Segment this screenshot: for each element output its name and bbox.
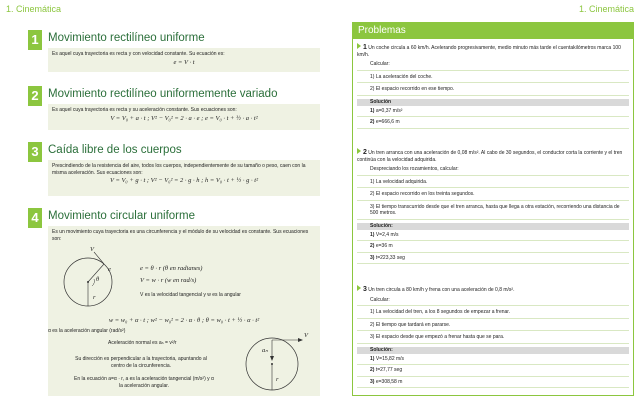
section-box bbox=[48, 226, 320, 396]
problems-title: Problemas bbox=[353, 23, 633, 39]
radius-label: r bbox=[93, 294, 96, 301]
triangle-icon bbox=[357, 43, 361, 49]
section-number: 2 bbox=[28, 86, 42, 106]
section-title: Movimiento rectilíneo uniforme bbox=[48, 32, 205, 44]
center-point bbox=[271, 363, 273, 365]
section-2 bbox=[28, 84, 320, 136]
section-text: Es aquel cuya trayectoria es recta y con velocidad constante. Su ecuación es: bbox=[52, 51, 225, 57]
calc-label: Calcular: bbox=[357, 61, 629, 71]
page-header-left: 1. Cinemática bbox=[6, 4, 62, 14]
section-3 bbox=[28, 140, 320, 202]
section-number: 1 bbox=[28, 30, 42, 50]
question: 2) El espacio recorrido en los treinta segundos. bbox=[357, 191, 629, 201]
equation: V = V₀ + a · t ; V² − V₀² = 2 · a · e ; e = V₀ · t + ½ · a · t² bbox=[110, 114, 258, 122]
alpha-description: α es la aceleración angular (rad/s²) bbox=[48, 328, 126, 334]
answer-value: e=308,58 m bbox=[375, 378, 403, 385]
section-1 bbox=[28, 28, 320, 80]
equation: V = w · r (w en rad/s) bbox=[140, 277, 197, 284]
solution-header: Solución bbox=[357, 99, 629, 106]
solution-header: Solución: bbox=[357, 223, 629, 230]
answer bbox=[357, 232, 629, 242]
calc-label: Despreciando los rozamientos, calcular: bbox=[357, 166, 629, 176]
section-text: Prescindiendo de la resistencia del aire, todos los cuerpos, independientemente de su tamaño o peso, caen con la misma aceleración. Sus ecuaciones son: bbox=[52, 163, 306, 176]
question: 1) La velocidad adquirida. bbox=[357, 179, 629, 189]
direction-description: Su dirección es perpendicular a la trayectoria, apuntando al centro de la circunferencia. bbox=[75, 356, 207, 369]
answer-number: 2) bbox=[370, 367, 375, 373]
problem-statement bbox=[357, 148, 629, 163]
velocity-description: V es la velocidad tangencial y w es la angular bbox=[140, 292, 241, 298]
page-header-right: 1. Cinemática bbox=[578, 4, 634, 14]
problem-statement bbox=[357, 43, 629, 58]
equation: w = w₀ + α · t ; w² − w₀² = 2 · α · θ ; θ = w₀ · t + ½ · α · t² bbox=[108, 317, 260, 324]
answer-number: 2) bbox=[370, 119, 375, 125]
equation: V = V₀ + g · t ; V² − V₀² = 2 · g · h ; h = V₀ · t + ½ · g · t² bbox=[109, 177, 259, 184]
velocity-label: V bbox=[90, 246, 94, 253]
normal-acceleration-diagram bbox=[232, 334, 314, 394]
problem-text: Un coche circula a 60 km/h. Acelerando progresivamente, medio minuto más tarde el cuentakilómetros marca 100 km/h. bbox=[357, 45, 621, 58]
circle-diagram bbox=[54, 246, 126, 310]
center-point bbox=[87, 281, 89, 283]
question: 1) La velocidad del tren, a los 8 segundos de empezar a frenar. bbox=[357, 309, 629, 319]
answer-number: 1) bbox=[370, 107, 375, 114]
answer bbox=[357, 243, 629, 253]
section-title: Movimiento rectilíneo uniformemente variado bbox=[48, 88, 278, 100]
problem-number: 1 bbox=[363, 44, 367, 51]
velocity-vector bbox=[94, 252, 104, 264]
answer bbox=[357, 108, 629, 118]
answer-value: e=666,6 m bbox=[375, 119, 400, 125]
answer bbox=[357, 119, 629, 129]
velocity-label: V bbox=[304, 332, 308, 339]
tangential-description: En la ecuación a=α · r, a es la aceleración tangencial (m/s²) y α la aceleración angular. bbox=[74, 376, 214, 389]
radius-label: r bbox=[276, 376, 279, 383]
angle-label: θ bbox=[96, 276, 100, 283]
problem-text: Un tren circula a 80 km/h y frena con una aceleración de 0,8 m/s². bbox=[368, 287, 515, 293]
answer-number: 3) bbox=[370, 254, 375, 261]
problem-3 bbox=[357, 285, 629, 388]
section-text: Es un movimiento cuya trayectoria es una circunferencia y el módulo de su velocidad es constante. Sus ecuaciones son: bbox=[52, 229, 309, 242]
arrow-head bbox=[270, 356, 274, 361]
normal-acceleration: Aceleración normal es aₙ = v²/r bbox=[108, 340, 177, 346]
section-number: 4 bbox=[28, 208, 42, 228]
question: 2) El espacio recorrido en ese tiempo. bbox=[357, 86, 629, 96]
arrow-head bbox=[298, 338, 303, 342]
section-box bbox=[48, 104, 320, 130]
angle-arc bbox=[92, 279, 94, 286]
answer-value: t=223,33 seg bbox=[375, 254, 405, 261]
problem-2 bbox=[357, 148, 629, 264]
problem-text: Un tren arranca con una aceleración de 0,08 m/s². Al cabo de 30 segundos, el conductor corta la corriente y el tren continúa con la velocidad adquirida. bbox=[357, 150, 623, 163]
solution-header: Solución: bbox=[357, 347, 629, 354]
section-text: Es aquel cuya trayectoria es recta y su aceleración constante. Sus ecuaciones son: bbox=[52, 107, 237, 113]
answer-value: V=15,82 m/s bbox=[375, 355, 405, 362]
answer bbox=[357, 379, 629, 389]
problem-1 bbox=[357, 43, 629, 129]
triangle-icon bbox=[357, 285, 361, 291]
answer bbox=[357, 356, 629, 366]
answer bbox=[357, 367, 629, 377]
arc-label: e bbox=[108, 266, 111, 273]
equation: e = V · t bbox=[173, 58, 195, 66]
section-box bbox=[48, 160, 320, 196]
question: 1) La aceleración del coche. bbox=[357, 74, 629, 84]
answer-value: t=27,77 seg bbox=[375, 367, 403, 373]
answer-number: 1) bbox=[370, 231, 375, 238]
answer-value: V=2,4 m/s bbox=[375, 231, 399, 238]
answer-value: a=0,37 m/s² bbox=[375, 107, 403, 114]
calc-label: Calcular: bbox=[357, 297, 629, 307]
answer-value: e=36 m bbox=[375, 243, 393, 249]
problem-number: 2 bbox=[363, 149, 367, 156]
question: 2) El tiempo que tardará en pararse. bbox=[357, 322, 629, 332]
triangle-icon bbox=[357, 148, 361, 154]
problems-panel bbox=[352, 22, 634, 396]
section-title: Movimiento circular uniforme bbox=[48, 210, 195, 222]
answer bbox=[357, 255, 629, 265]
answer-number: 2) bbox=[370, 243, 375, 249]
normal-acceleration-label: aₙ bbox=[262, 347, 268, 354]
section-title: Caída libre de los cuerpos bbox=[48, 144, 182, 156]
section-number: 3 bbox=[28, 142, 42, 162]
equation: e = θ · r (θ en radianes) bbox=[140, 265, 203, 272]
problem-statement bbox=[357, 285, 629, 294]
problem-number: 3 bbox=[363, 286, 367, 293]
answer-number: 1) bbox=[370, 355, 375, 362]
answer-number: 3) bbox=[370, 378, 375, 385]
section-4 bbox=[28, 206, 320, 396]
question: 3) El espacio desde que empezó a frenar hasta que se para. bbox=[357, 334, 629, 344]
section-box bbox=[48, 48, 320, 72]
question: 3) El tiempo transcurrido desde que el tren arranca, hasta que llega a otra estación, recorriendo una distancia de 500 metros. bbox=[357, 204, 629, 220]
